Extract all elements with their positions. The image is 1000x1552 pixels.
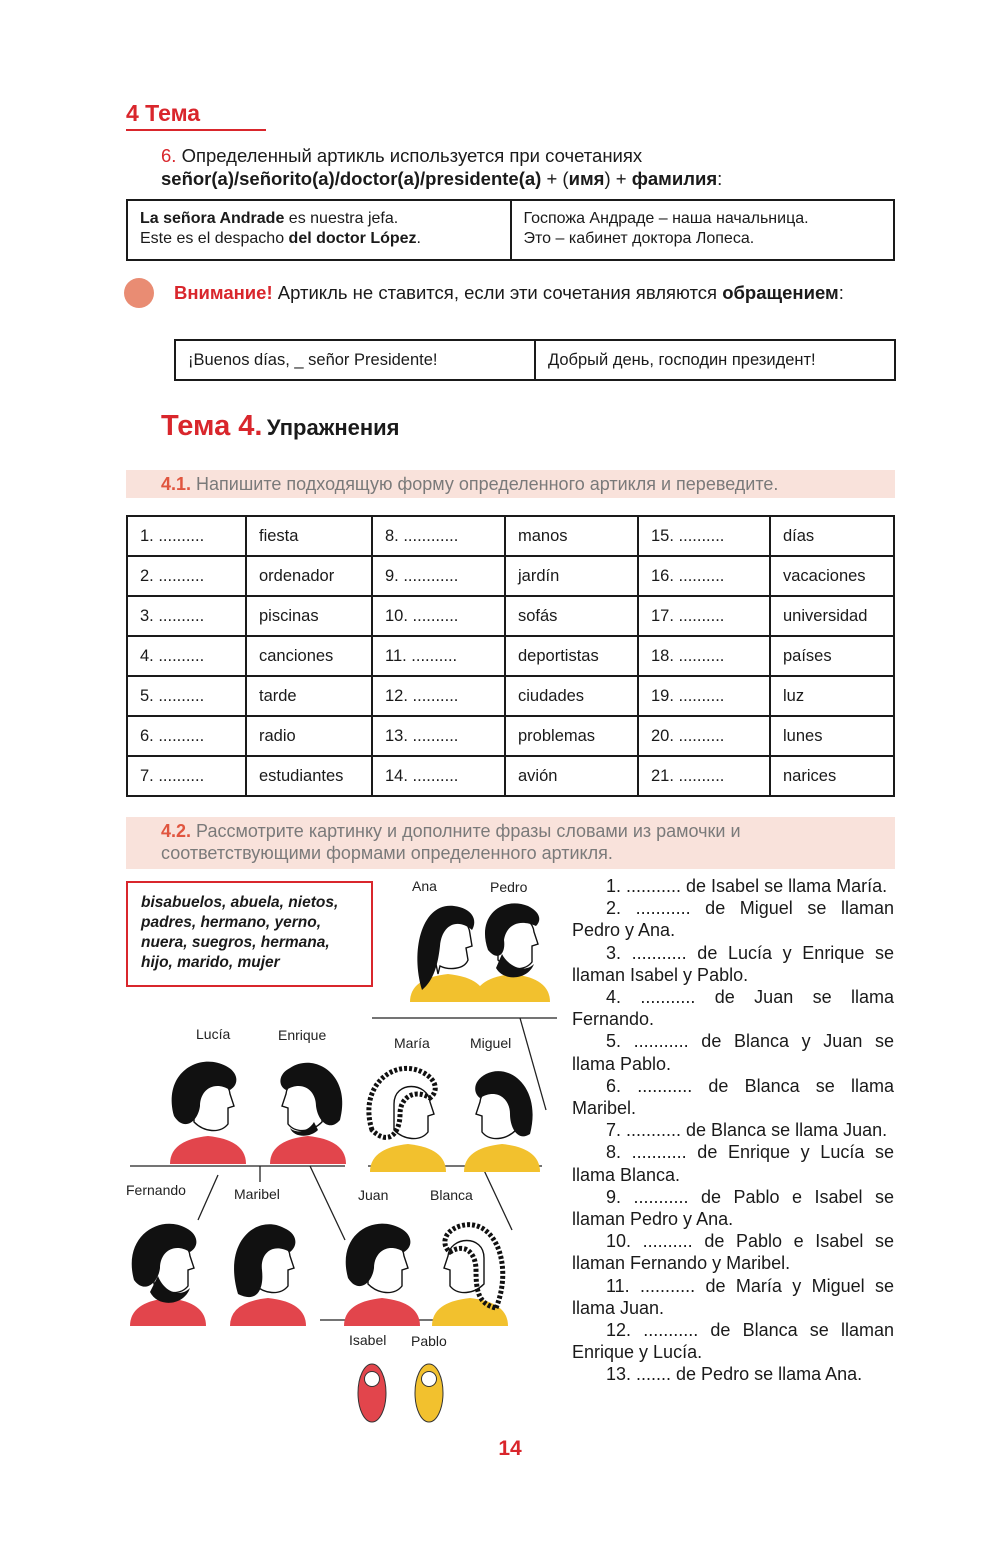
article-exercise-grid <box>126 515 895 797</box>
rule-surname: фамилия <box>631 168 718 189</box>
task-4-2-instruction <box>126 817 895 869</box>
blank-cell: 15. .......... <box>638 516 770 556</box>
attention-text: Артикль не ставится, если эти сочетания являются <box>277 282 718 303</box>
page-number: 14 <box>498 1437 522 1460</box>
label-lucia: Lucía <box>196 1026 231 1042</box>
label-fernando: Fernando <box>126 1182 186 1198</box>
label-pablo: Pablo <box>411 1333 447 1349</box>
grid-row <box>127 716 894 756</box>
word-cell: luz <box>770 676 894 716</box>
address-russian: Добрый день, господин президент! <box>535 340 895 380</box>
word-cell: radio <box>246 716 372 756</box>
example-spanish <box>127 200 511 260</box>
word-cell: piscinas <box>246 596 372 636</box>
word-cell: sofás <box>505 596 638 636</box>
word-cell: narices <box>770 756 894 796</box>
word-cell: lunes <box>770 716 894 756</box>
task-number: 4.1. <box>161 474 192 494</box>
label-miguel: Miguel <box>470 1035 512 1051</box>
word-cell: días <box>770 516 894 556</box>
rule-formula: señor(a)/señorito(a)/doctor(a)/presidente(a) <box>161 168 542 189</box>
grid-row <box>127 556 894 596</box>
exercises-subtitle: Упражнения <box>266 415 400 440</box>
word-cell: países <box>770 636 894 676</box>
blank-cell: 17. .......... <box>638 596 770 636</box>
fill-in-sentences <box>572 875 894 1386</box>
example-russian <box>511 200 895 260</box>
sentence-item: 2. ........... de Miguel se llaman Pedro y Ana. <box>572 898 894 941</box>
word-cell: manos <box>505 516 638 556</box>
blank-cell: 18. .......... <box>638 636 770 676</box>
label-enrique: Enrique <box>278 1027 327 1043</box>
word-cell: tarde <box>246 676 372 716</box>
task-number: 4.2. <box>161 821 192 841</box>
grid-row <box>127 636 894 676</box>
word-cell: universidad <box>770 596 894 636</box>
exercises-title: Тема 4. <box>161 410 263 442</box>
section-title-underline <box>126 129 266 131</box>
sentence-item: 10. .......... de Pablo e Isabel se llaman Fernando y Maribel. <box>572 1231 894 1274</box>
word-cell: fiesta <box>246 516 372 556</box>
figure-maribel <box>230 1224 306 1326</box>
attention-colon: : <box>838 282 844 303</box>
blank-cell: 1. .......... <box>127 516 246 556</box>
blank-cell: 8. ............ <box>372 516 505 556</box>
label-maria: María <box>394 1035 430 1051</box>
rule-colon: : <box>717 168 723 189</box>
sentence-item: 8. ........... de Enrique y Lucía se llama Blanca. <box>572 1142 894 1185</box>
blank-cell: 2. .......... <box>127 556 246 596</box>
grid-row <box>127 596 894 636</box>
attention-label: Внимание! <box>174 282 273 303</box>
figure-lucia <box>170 1062 246 1164</box>
blank-cell: 3. .......... <box>127 596 246 636</box>
figure-juan <box>344 1224 420 1326</box>
example-es-text: . <box>416 230 421 247</box>
word-cell: estudiantes <box>246 756 372 796</box>
sentence-item: 6. ........... de Blanca se llama Maribel. <box>572 1075 894 1119</box>
sentence-item: 4. ........... de Juan se llama Fernando. <box>572 987 894 1030</box>
example-es-bold: del doctor López <box>288 230 417 247</box>
figure-enrique <box>270 1063 346 1164</box>
figure-ana <box>410 906 486 1002</box>
label-blanca: Blanca <box>430 1187 473 1203</box>
task-instruction: Рассмотрите картинку и дополните фразы словами из рамочки и соответствующими формами определенного артикля. <box>161 821 741 863</box>
label-maribel: Maribel <box>234 1186 280 1202</box>
blank-cell: 6. .......... <box>127 716 246 756</box>
figure-pablo-baby <box>415 1364 443 1422</box>
figure-miguel <box>464 1071 540 1172</box>
sentence-item: 3. ........... de Lucía y Enrique se llaman Isabel y Pablo. <box>572 942 894 985</box>
grammar-rule <box>161 144 901 190</box>
figure-blanca <box>432 1225 508 1326</box>
word-cell: ordenador <box>246 556 372 596</box>
example-es-bold: La señora Andrade <box>140 210 285 227</box>
blank-cell: 5. .......... <box>127 676 246 716</box>
word-cell: problemas <box>505 716 638 756</box>
word-cell: jardín <box>505 556 638 596</box>
sentence-item: 1. ........... de Isabel se llama María. <box>606 876 888 896</box>
blank-cell: 21. .......... <box>638 756 770 796</box>
task-4-1-instruction <box>126 470 895 498</box>
figure-pedro <box>474 903 550 1002</box>
label-juan: Juan <box>358 1187 389 1203</box>
attention-note <box>174 280 896 305</box>
example-es-text: es nuestra jefa. <box>288 210 399 227</box>
word-cell: deportistas <box>505 636 638 676</box>
figure-maria <box>369 1068 446 1172</box>
example-ru-text: Госпожа Андраде – наша начальница. <box>523 210 809 227</box>
word-cell: vacaciones <box>770 556 894 596</box>
blank-cell: 14. .......... <box>372 756 505 796</box>
grid-row <box>127 756 894 796</box>
attention-bold: обращением <box>722 282 839 303</box>
sentence-item: 11. ........... de María y Miguel se llama Juan. <box>572 1275 894 1318</box>
word-box: bisabuelos, abuela, nietos, padres, hermano, yerno, nuera, suegros, hermana, hijo, marido, mujer <box>126 881 373 987</box>
blank-cell: 16. .......... <box>638 556 770 596</box>
sentence-item: 9. ........... de Pablo e Isabel se llaman Pedro y Ana. <box>572 1186 894 1230</box>
label-ana: Ana <box>412 878 437 894</box>
rule-plus: + ( <box>546 168 569 189</box>
blank-cell: 9. ............ <box>372 556 505 596</box>
task-instruction: Напишите подходящую форму определенного артикля и переведите. <box>196 474 779 494</box>
blank-cell: 7. .......... <box>127 756 246 796</box>
sentence-item: 12. ........... de Blanca se llaman Enrique y Lucía. <box>572 1320 894 1363</box>
word-cell: canciones <box>246 636 372 676</box>
rule-name: имя <box>568 168 605 189</box>
rule-plus: ) + <box>604 168 627 189</box>
example-es-text: Este es el despacho <box>140 230 285 247</box>
section-title: 4 Тема <box>126 100 201 126</box>
rule-number: 6. <box>161 145 177 166</box>
attention-marker-icon <box>124 278 154 308</box>
grid-row <box>127 516 894 556</box>
blank-cell: 11. .......... <box>372 636 505 676</box>
sentence-item: 7. ........... de Blanca se llama Juan. <box>606 1120 888 1141</box>
word-cell: ciudades <box>505 676 638 716</box>
blank-cell: 19. .......... <box>638 676 770 716</box>
sentence-item: 13. ....... de Pedro se llama Ana. <box>606 1364 863 1385</box>
example-ru-text: Это – кабинет доктора Лопеса. <box>523 230 755 247</box>
blank-cell: 10. .......... <box>372 596 505 636</box>
blank-cell: 13. .......... <box>372 716 505 756</box>
exercises-heading <box>161 410 400 443</box>
blank-cell: 20. .......... <box>638 716 770 756</box>
blank-cell: 12. .......... <box>372 676 505 716</box>
figure-fernando <box>130 1224 206 1326</box>
label-pedro: Pedro <box>490 879 528 895</box>
address-spanish: ¡Buenos días, _ señor Presidente! <box>175 340 535 380</box>
sentence-item: 5. ........... de Blanca y Juan se llama Pablo. <box>572 1031 894 1074</box>
rule-text: Определенный артикль используется при сочетаниях <box>181 145 643 166</box>
word-cell: avión <box>505 756 638 796</box>
figure-isabel-baby <box>358 1364 386 1422</box>
grid-row <box>127 676 894 716</box>
example-table <box>126 199 895 261</box>
address-table <box>174 339 896 381</box>
label-isabel: Isabel <box>349 1332 387 1348</box>
blank-cell: 4. .......... <box>127 636 246 676</box>
